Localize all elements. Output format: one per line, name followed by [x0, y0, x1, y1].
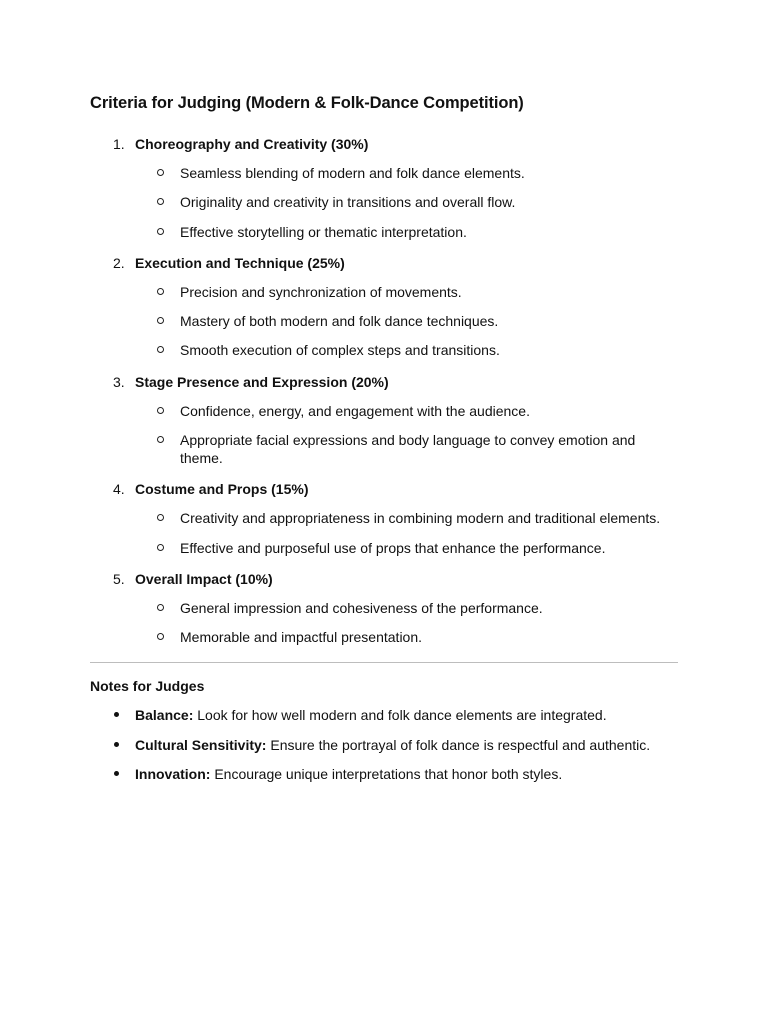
note-label: Innovation:: [135, 766, 211, 783]
hollow-bullet-icon: [157, 544, 164, 551]
criterion-point-text: Creativity and appropriateness in combining modern and traditional elements.: [180, 510, 661, 527]
section-divider: [90, 662, 678, 663]
filled-bullet-icon: [114, 771, 119, 776]
criterion-heading-text: Stage Presence and Expression (20%): [135, 373, 389, 390]
criterion-heading-text: Execution and Technique (25%): [135, 254, 345, 271]
criterion-point-text: Smooth execution of complex steps and transitions.: [180, 342, 500, 359]
hollow-bullet-icon: [157, 407, 164, 414]
criterion-point-text: Effective and purposeful use of props that enhance the performance.: [180, 539, 606, 556]
hollow-bullet-icon: [157, 514, 164, 521]
criteria-list: [90, 133, 678, 646]
criterion-points: [135, 283, 678, 360]
criterion-item: [90, 133, 678, 241]
criterion-item: [90, 252, 678, 360]
criterion-point: [135, 599, 678, 617]
criterion-point: [135, 193, 678, 211]
criterion-point-text: Appropriate facial expressions and body language to convey emotion and theme.: [180, 432, 636, 467]
filled-bullet-icon: [114, 712, 119, 717]
hollow-bullet-icon: [157, 346, 164, 353]
note-item: [90, 765, 678, 783]
hollow-bullet-icon: [157, 228, 164, 235]
document-title: Criteria for Judging (Modern & Folk-Dance Competition): [90, 94, 524, 112]
criterion-point-text: Memorable and impactful presentation.: [180, 629, 423, 646]
note-text: Look for how well modern and folk dance elements are integrated.: [193, 707, 607, 724]
hollow-bullet-icon: [157, 317, 164, 324]
criterion-heading: [113, 568, 678, 590]
criterion-heading: [113, 371, 678, 393]
criterion-point: [135, 164, 678, 182]
hollow-bullet-icon: [157, 633, 164, 640]
criterion-points: [135, 402, 678, 467]
criterion-point: [135, 402, 678, 420]
criterion-point-text: Confidence, energy, and engagement with the audience.: [180, 402, 530, 419]
criterion-point-text: Seamless blending of modern and folk dance elements.: [180, 165, 525, 181]
criterion-point-text: Effective storytelling or thematic interpretation.: [180, 223, 467, 240]
criterion-point: [135, 509, 678, 527]
criterion-item: [90, 478, 678, 556]
note-item: [90, 706, 678, 724]
criterion-point: [135, 312, 678, 330]
criterion-item: [90, 568, 678, 646]
criterion-point: [135, 283, 678, 301]
criterion-point: [135, 539, 678, 557]
criterion-heading-text: Costume and Props (15%): [135, 481, 309, 498]
criterion-point-text: General impression and cohesiveness of the performance.: [180, 599, 543, 616]
criterion-point-text: Precision and synchronization of movements.: [180, 283, 462, 300]
note-item: [90, 736, 678, 754]
criterion-number: 1.: [113, 136, 125, 152]
criterion-point: [135, 431, 678, 467]
criterion-number: 3.: [113, 373, 125, 390]
hollow-bullet-icon: [157, 604, 164, 611]
criterion-heading-text: Overall Impact (10%): [135, 570, 273, 587]
criterion-points: [135, 164, 678, 241]
criterion-point: [135, 341, 678, 359]
criterion-number: 2.: [113, 254, 125, 271]
criterion-point: [135, 628, 678, 646]
criterion-points: [135, 509, 678, 556]
criterion-point: [135, 223, 678, 241]
hollow-bullet-icon: [157, 198, 164, 205]
note-text: Encourage unique interpretations that honor both styles.: [210, 766, 563, 783]
notes-title: Notes for Judges: [90, 678, 205, 695]
criterion-points: [135, 599, 678, 646]
notes-list: [90, 706, 678, 783]
hollow-bullet-icon: [157, 169, 164, 176]
criterion-heading: [113, 252, 678, 274]
criterion-item: [90, 371, 678, 467]
criterion-number: 5.: [113, 570, 125, 587]
criterion-point-text: Originality and creativity in transitions and overall flow.: [180, 194, 516, 211]
note-text: Ensure the portrayal of folk dance is respectful and authentic.: [266, 736, 651, 753]
criterion-heading-text: Choreography and Creativity (30%): [135, 136, 369, 152]
criterion-point-text: Mastery of both modern and folk dance techniques.: [180, 313, 499, 330]
criterion-heading: [113, 478, 678, 500]
hollow-bullet-icon: [157, 288, 164, 295]
filled-bullet-icon: [114, 742, 119, 747]
document-page: [90, 92, 678, 795]
note-label: Balance:: [135, 707, 194, 724]
criterion-number: 4.: [113, 481, 125, 498]
note-label: Cultural Sensitivity:: [135, 736, 267, 753]
criterion-heading: [113, 133, 678, 155]
hollow-bullet-icon: [157, 436, 164, 443]
